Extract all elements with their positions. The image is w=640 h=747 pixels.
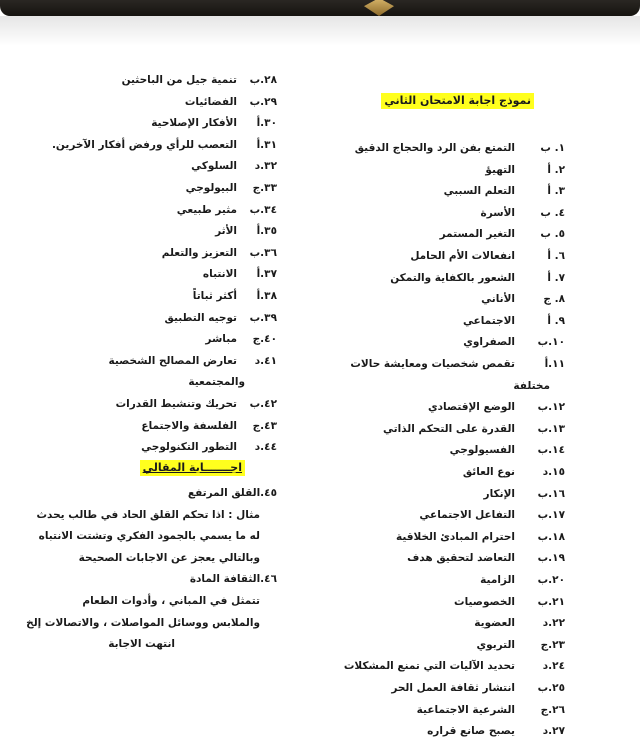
answer-text: التغير المستمر xyxy=(439,228,515,241)
answer-text: التطور التكنولوجي xyxy=(141,441,237,454)
answer-number: ٣٥.أ xyxy=(256,225,277,238)
essay-heading: اجـــــــابة المقالي xyxy=(140,460,245,476)
answer-text: تحديد الآليات التي تمنع المشكلات xyxy=(343,660,515,673)
answer-text: الزامية xyxy=(480,574,515,586)
essay-line: له ما يسمي بالجمود الفكري وتشتت الانتباه xyxy=(38,530,260,543)
answer-text: التعاضد لتحقيق هدف xyxy=(407,552,515,565)
answer-number: ٢. أ xyxy=(547,163,565,176)
answer-text: تعارض المصالح الشخصية xyxy=(108,354,237,367)
answer-text: توجيه التطبيق xyxy=(164,311,237,324)
answer-text: التربوي xyxy=(476,638,515,651)
answer-text: تقمص شخصيات ومعايشة حالات xyxy=(350,358,515,370)
answer-text: تنمية جيل من الباحثين xyxy=(121,74,237,86)
essay-line: والملابس ووسائل المواصلات ، والاتصالات إلخ xyxy=(26,616,260,629)
answer-text: الأثر xyxy=(215,225,237,238)
answer-number: ٤١.د xyxy=(254,354,277,367)
answer-number: ٢١.ب xyxy=(537,595,565,608)
answer-number: ٣. أ xyxy=(547,185,565,198)
answer-number: ٣١.أ xyxy=(256,138,277,151)
answer-text: يصبح صانع قراره xyxy=(427,725,515,738)
answer-text: التفاعل الاجتماعي xyxy=(419,509,515,522)
answer-text: الشرعية الاجتماعية xyxy=(416,703,515,716)
answer-number: ٢٣.ج xyxy=(540,638,565,651)
answer-text: الفضائيات xyxy=(184,95,237,108)
answer-number: ٤٤.د xyxy=(254,441,277,454)
answer-text: القدرة على التحكم الذاتي xyxy=(383,422,515,435)
answer-text: أكثر ثباتاً xyxy=(192,290,237,302)
answer-number: ٧. أ xyxy=(547,271,565,284)
essay-line: ٤٥.القلق المرتفع xyxy=(187,487,277,499)
answer-number: ٦. أ xyxy=(547,250,565,262)
answer-text: التعصب للرأي ورفض أفكار الآخرين. xyxy=(51,138,237,151)
answer-text: الخصوصيات xyxy=(454,595,515,608)
answer-number: ١١.أ xyxy=(544,358,565,370)
answer-number: ١٧.ب xyxy=(537,509,565,522)
answer-text: انتشار ثقافة العمل الحر xyxy=(391,682,515,694)
essay-line: تتمثل في المباني ، وأدوات الطعام xyxy=(82,595,260,607)
answer-number: ٢٦.ج xyxy=(540,703,565,716)
answer-number: ٣٤.ب xyxy=(249,203,277,216)
answer-text: الأفكار الإصلاحية xyxy=(151,117,237,130)
answer-key-heading: نموذج اجابة الامتحان الثاني xyxy=(381,93,534,109)
answer-number: ٤٣.ج xyxy=(252,419,277,432)
answer-number: ٨. ج xyxy=(543,293,565,306)
answer-text: التهيؤ xyxy=(485,163,515,176)
answer-text: الأناني xyxy=(481,293,515,306)
answer-text: التعزيز والتعلم xyxy=(161,246,237,259)
answer-text: الصفراوي xyxy=(463,336,515,349)
answer-number: ١٩.ب xyxy=(537,552,565,565)
answer-number: ٤. ب xyxy=(540,206,565,219)
answer-text: الشعور بالكفاية والتمكن xyxy=(390,271,515,284)
answer-number: ٣٠.أ xyxy=(256,117,277,130)
answer-number: ٩. أ xyxy=(547,314,565,327)
answer-text: نوع العائق xyxy=(462,466,515,478)
answer-text: الإنكار xyxy=(483,487,515,500)
answer-text: الانتباه xyxy=(202,268,237,281)
answer-number: ٣٧.أ xyxy=(256,268,277,281)
answer-number: ٤٠.ج xyxy=(252,333,277,346)
answer-text: الفلسفة والاجتماع xyxy=(141,419,237,432)
answer-number: ٢٤.د xyxy=(542,660,565,673)
answer-text: مباشر xyxy=(205,333,237,346)
answer-text: الاجتماعي xyxy=(462,314,515,327)
answer-number: ١٨.ب xyxy=(537,530,565,543)
answer-number: ١٥.د xyxy=(542,466,565,478)
answer-text: والمجتمعية xyxy=(188,376,245,389)
answer-text: التمتع بفن الرد والحجاج الدقيق xyxy=(354,142,515,154)
answer-text: مختلفة xyxy=(513,379,550,392)
answer-number: ٣٢.د xyxy=(254,160,277,173)
answer-number: ١٠.ب xyxy=(537,336,565,349)
answer-number: ٣٩.ب xyxy=(249,311,277,324)
answer-text: التعلم السببي xyxy=(443,185,515,198)
answer-number: ٢٨.ب xyxy=(249,74,277,86)
answer-text: انفعالات الأم الحامل xyxy=(410,250,515,262)
essay-line: ٤٦.الثقافة المادة xyxy=(189,573,277,586)
answer-number: ٢٩.ب xyxy=(249,95,277,108)
answer-number: ٢٠.ب xyxy=(537,574,565,586)
answer-number: ٢٢.د xyxy=(542,617,565,630)
answer-text: مثير طبيعي xyxy=(176,203,237,216)
answer-number: ٤٢.ب xyxy=(249,398,277,410)
answer-number: ٢٧.د xyxy=(542,725,565,738)
essay-line: انتهت الاجابة xyxy=(108,638,175,651)
answer-number: ٣٨.أ xyxy=(256,290,277,302)
answer-number: ٥. ب xyxy=(540,228,565,241)
essay-line: مثال : اذا تحكم القلق الحاد في طالب يحدث xyxy=(36,508,260,521)
essay-line: وبالتالي يعجز عن الاجابات الصحيحة xyxy=(78,551,260,564)
answer-number: ٣٦.ب xyxy=(249,246,277,259)
answer-number: ١٤.ب xyxy=(537,444,565,457)
answer-text: الفسيولوجي xyxy=(449,444,515,457)
answer-number: ٢٥.ب xyxy=(537,682,565,694)
answer-number: ١. ب xyxy=(540,142,565,154)
answer-text: العضوية xyxy=(474,617,515,630)
answer-number: ١٣.ب xyxy=(537,422,565,435)
answer-number: ١٦.ب xyxy=(537,487,565,500)
answer-text: البيولوجي xyxy=(185,182,237,194)
answer-number: ١٢.ب xyxy=(537,401,565,414)
answer-text: احترام المبادئ الخلاقية xyxy=(395,530,515,543)
answer-text: السلوكي xyxy=(191,160,237,173)
answer-text: تحريك وتنشيط القدرات xyxy=(115,398,237,410)
answer-text: الوضع الإقتصادي xyxy=(428,401,515,414)
answer-number: ٣٣.ج xyxy=(252,182,277,194)
answer-text: الأسرة xyxy=(480,206,515,219)
